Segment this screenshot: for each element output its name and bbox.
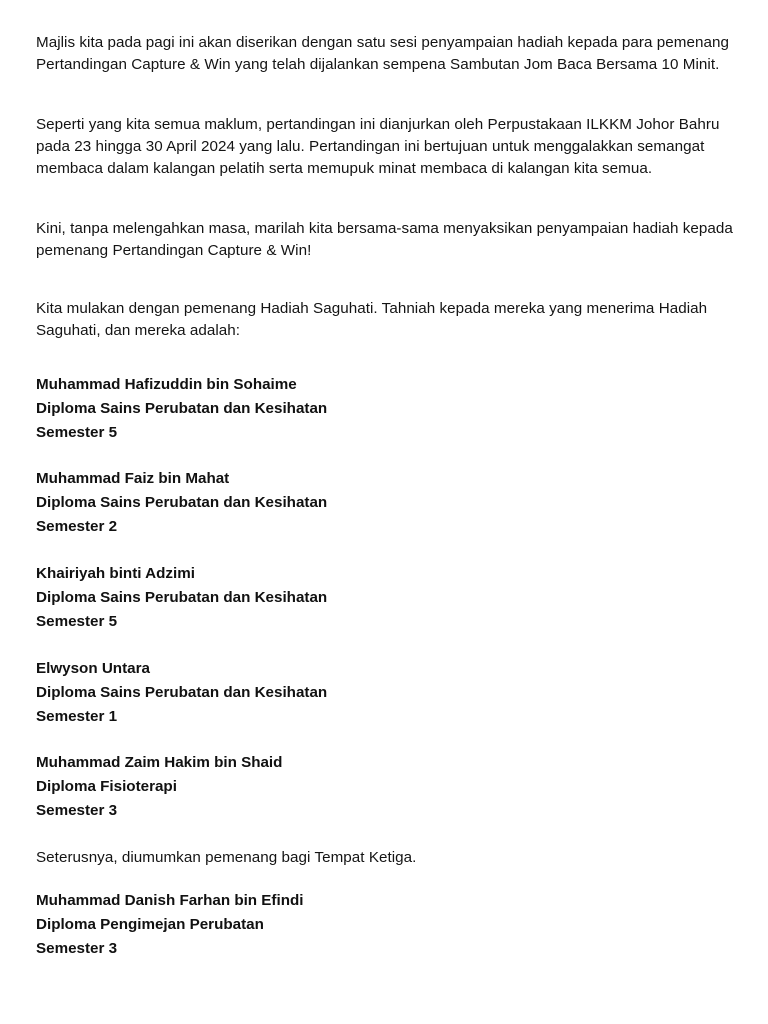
third-place-winner-block	[36, 889, 304, 960]
announcement-paragraph: Kini, tanpa melengahkan masa, marilah kita bersama-sama menyaksikan penyampaian hadiah kepada pemenang Pertandingan Capture & Win!	[36, 220, 733, 259]
winner-block	[36, 467, 327, 538]
consolation-intro-paragraph: Kita mulakan dengan pemenang Hadiah Saguhati. Tahniah kepada mereka yang menerima Hadiah Saguhati, dan mereka adalah:	[36, 300, 708, 339]
winner-semester: Semester 1	[36, 707, 118, 725]
winner-program: Diploma Fisioterapi	[36, 777, 177, 795]
winner-name: Elwyson Untara	[36, 660, 150, 677]
winner-program: Diploma Pengimejan Perubatan	[36, 915, 264, 933]
winner-name: Muhammad Zaim Hakim bin Shaid	[36, 754, 283, 771]
winner-name: Muhammad Danish Farhan bin Efindi	[36, 892, 304, 909]
winner-program: Diploma Sains Perubatan dan Kesihatan	[36, 683, 328, 701]
winner-block	[36, 751, 282, 822]
winner-name: Muhammad Hafizuddin bin Sohaime	[36, 376, 297, 393]
winner-semester: Semester 3	[36, 939, 118, 957]
intro-paragraph: Majlis kita pada pagi ini akan diserikan dengan satu sesi penyampaian hadiah kepada para pemenang Pertandingan Capture & Win yang telah dijalankan sempena Sambutan Jom Baca Bersama 10 Minit.	[36, 34, 729, 73]
winner-block	[36, 373, 327, 444]
winner-semester: Semester 3	[36, 801, 118, 819]
winner-program: Diploma Sains Perubatan dan Kesihatan	[36, 493, 328, 511]
winner-program: Diploma Sains Perubatan dan Kesihatan	[36, 588, 328, 606]
winner-block	[36, 562, 327, 633]
winner-semester: Semester 5	[36, 612, 118, 630]
winner-block	[36, 657, 327, 728]
third-place-intro: Seterusnya, diumumkan pemenang bagi Tempat Ketiga.	[36, 849, 417, 866]
organizer-paragraph: Seperti yang kita semua maklum, pertandingan ini dianjurkan oleh Perpustakaan ILKKM Johor Bahru pada 23 hingga 30 April 2024 yang lalu. Pertandingan ini bertujuan untuk menggalakkan semangat membaca dalam kalangan pelatih serta memupuk minat membaca di kalangan kita semua.	[36, 116, 720, 177]
winner-program: Diploma Sains Perubatan dan Kesihatan	[36, 399, 328, 417]
winner-semester: Semester 5	[36, 423, 118, 441]
winner-name: Muhammad Faiz bin Mahat	[36, 470, 230, 487]
winner-semester: Semester 2	[36, 517, 118, 535]
winner-name: Khairiyah binti Adzimi	[36, 565, 195, 582]
